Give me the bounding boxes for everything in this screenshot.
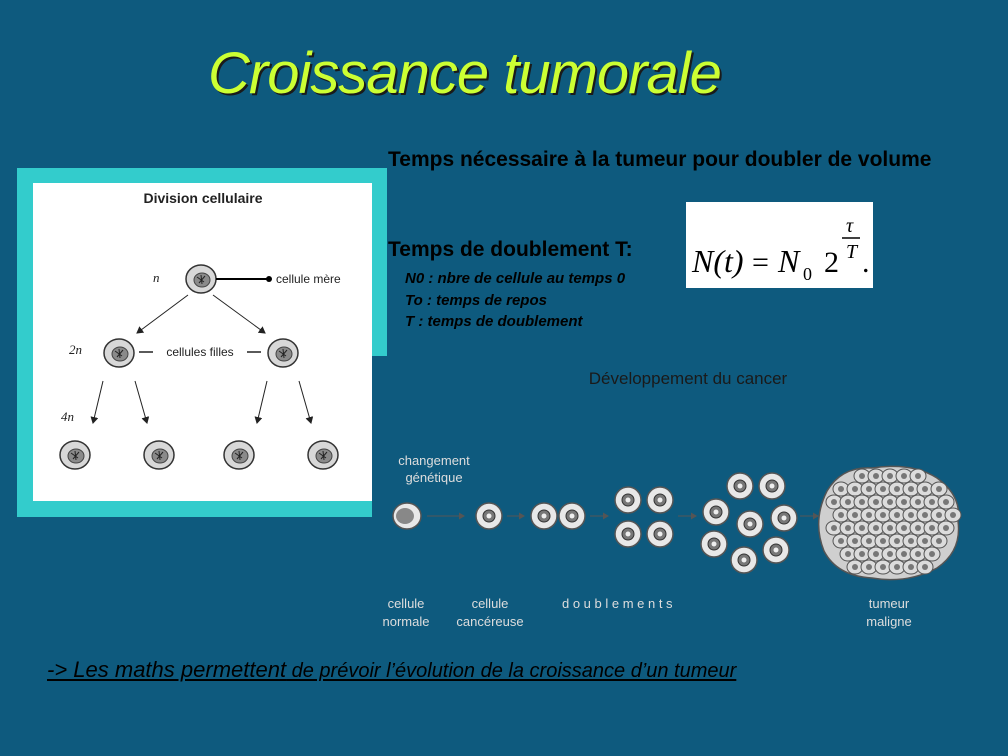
param-n0: N0 : nbre de cellule au temps 0 [405, 270, 626, 287]
cell-icon [224, 441, 254, 469]
formula-end: . [862, 246, 870, 279]
level-2n: 2n [69, 342, 82, 357]
cancerous-line1: cellule [471, 596, 509, 611]
slide-title: Croissance tumorale [208, 41, 721, 106]
cancerous-line2: cancéreuse [456, 614, 524, 629]
formula-sub: 0 [803, 264, 812, 284]
cancer-development-diagram [372, 356, 982, 646]
definition-text: Temps nécessaire à la tumeur pour doubler de volume [388, 148, 932, 171]
division-panel [33, 183, 372, 501]
formula-exp-num: τ [846, 215, 854, 237]
svg-text:N(t): N(t) [692, 243, 744, 279]
tumor-line2: maligne [866, 614, 912, 629]
cancer-title: Développement du cancer [588, 369, 788, 388]
genetic-change-line1: changement [398, 453, 470, 468]
formula-exp-den: T [846, 241, 858, 263]
param-t: T : temps de doublement [405, 313, 583, 330]
normal-line2: normale [382, 614, 430, 629]
cell-icon [308, 441, 338, 469]
svg-text:N: N [778, 243, 800, 279]
division-title: Division cellulaire [143, 190, 263, 206]
tumor-line1: tumeur [868, 596, 910, 611]
doubling-time-label: Temps de doublement T: [388, 238, 633, 261]
cell-icon [60, 441, 90, 469]
genetic-change-line2: génétique [405, 470, 463, 485]
cancer-svg [372, 356, 982, 646]
conclusion-head: -> Les maths permettent [47, 657, 287, 682]
doublings-label: d o u b l e m e n t s [562, 596, 673, 611]
svg-text:=: = [752, 246, 769, 279]
level-4n: 4n [61, 409, 74, 424]
daughter-cell-icon [268, 339, 298, 367]
conclusion-tail: de prévoir l’évolution de la croissance d’un tumeur [286, 660, 737, 682]
division-diagram [33, 183, 372, 501]
param-to: To : temps de repos [405, 292, 547, 309]
tumor-icon [819, 466, 961, 579]
normal-line1: cellule [387, 596, 425, 611]
daughters-label: cellules filles [166, 345, 234, 359]
level-n: n [153, 270, 160, 285]
daughter-cell-icon [104, 339, 134, 367]
formula-svg [686, 202, 873, 288]
mother-cell-icon [186, 265, 216, 293]
formula-box [686, 202, 873, 288]
formula-base: 2 [824, 246, 839, 279]
cancer-cell-icon [476, 503, 502, 529]
conclusion-text [47, 657, 736, 683]
cell-icon [144, 441, 174, 469]
mother-label: cellule mère [276, 272, 341, 286]
